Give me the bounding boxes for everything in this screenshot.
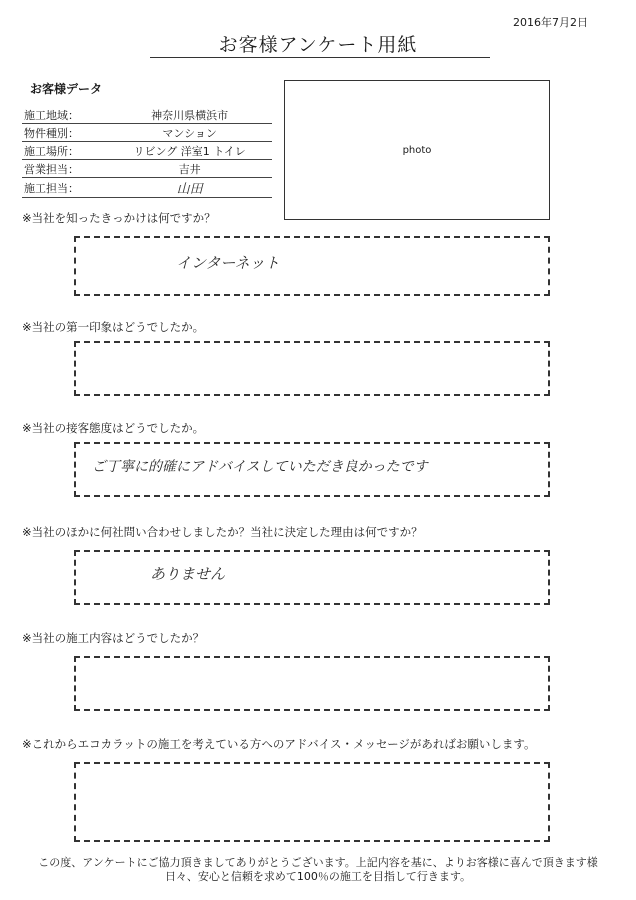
table-row: [22, 106, 272, 124]
answer-4: ありません: [150, 565, 226, 583]
question-3: ※当社の接客態度はどうでしたか。: [22, 421, 205, 435]
question-2: ※当社の第一印象はどうでしたか。: [22, 320, 205, 334]
answer-3: ご丁寧に的確にアドバイスしていただき良かったです: [92, 459, 428, 475]
row-label-location: 施工場所：: [22, 142, 105, 160]
answer-box-4: [74, 550, 550, 605]
row-label-construction: 施工担当：: [22, 178, 105, 198]
question-1: ※当社を知ったきっかけは何ですか？: [22, 211, 216, 225]
answer-box-1: [74, 236, 550, 296]
answer-box-6: [74, 762, 550, 842]
title-underline: [150, 57, 490, 58]
table-row: [22, 160, 272, 178]
footer-line-2: 日々、安心と信頼を求めて100％の施工を目指して行きます。: [164, 870, 472, 883]
row-label-area: 施工地域：: [22, 106, 105, 124]
page-title: お客様アンケート用紙: [218, 34, 418, 56]
row-value-area: 神奈川県横浜市: [105, 106, 272, 124]
row-label-sales: 営業担当：: [22, 160, 105, 178]
table-row: [22, 142, 272, 160]
question-6: ※これからエコカラットの施工を考えている方へのアドバイス・メッセージがあればお願いします。: [22, 737, 536, 751]
row-value-sales: 吉井: [105, 160, 272, 178]
answer-box-2: [74, 341, 550, 396]
answer-1: インターネット: [176, 254, 280, 272]
photo-label: photo: [402, 145, 432, 156]
footer-line-1: この度、アンケートにご協力頂きましてありがとうございます。上記内容を基に、よりお客様に喜んで頂きます様: [38, 856, 598, 869]
question-4: ※当社のほかに何社問い合わせしましたか？当社に決定した理由は何ですか？: [22, 525, 423, 539]
answer-box-5: [74, 656, 550, 711]
table-row: [22, 178, 272, 198]
row-value-property: マンション: [105, 124, 272, 142]
customer-data-table: [22, 106, 272, 198]
row-value-location: リビング 洋室1 トイレ: [105, 142, 272, 160]
question-5: ※当社の施工内容はどうでしたか？: [22, 631, 205, 645]
row-label-property: 物件種別：: [22, 124, 105, 142]
customer-data-heading: お客様データ: [30, 82, 103, 96]
survey-date: 2016年7月2日: [513, 16, 588, 29]
row-value-construction: 山田: [105, 178, 272, 198]
table-row: [22, 124, 272, 142]
